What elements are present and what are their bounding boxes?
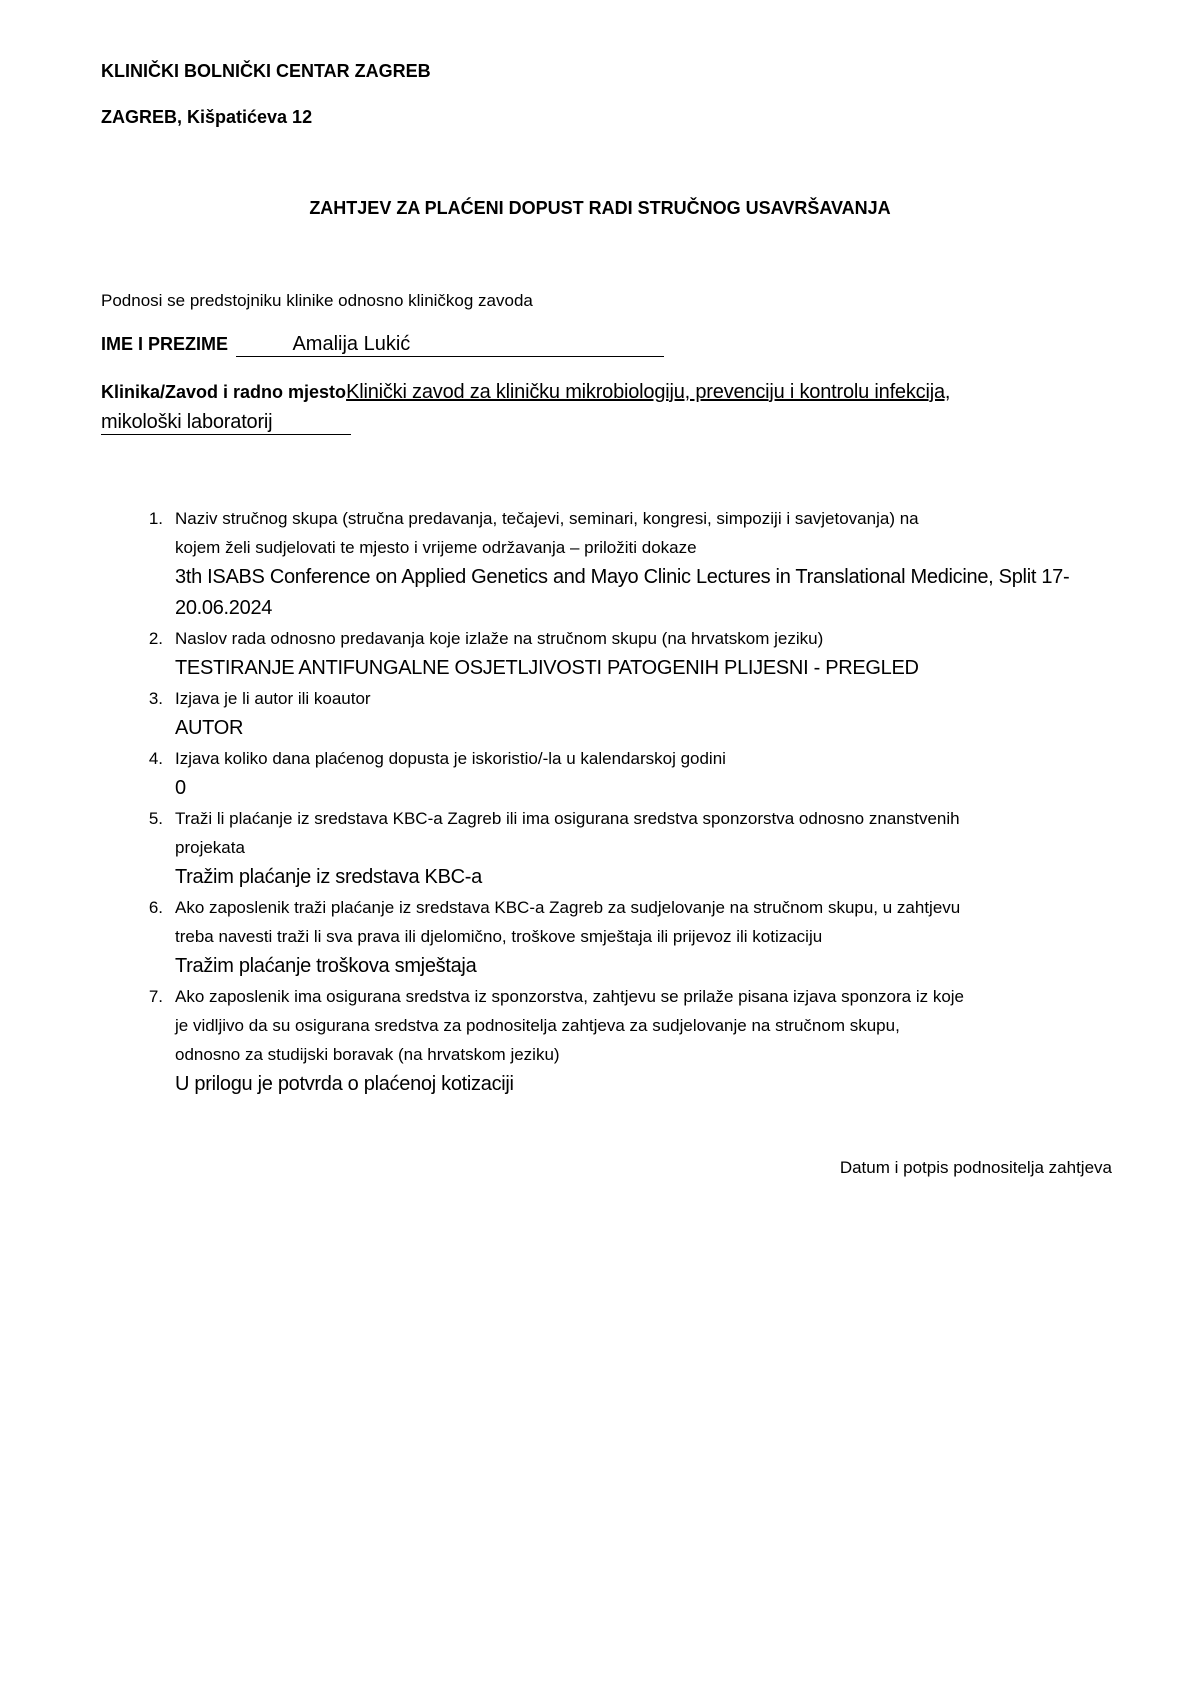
item-number: 3. bbox=[148, 689, 163, 708]
name-label: IME I PREZIME bbox=[101, 334, 229, 354]
item-question-line: Ako zaposlenik ima osigurana sredstva iz sponzorstva, zahtjevu se prilaže pisana izjava sponzora iz koje bbox=[175, 987, 965, 1006]
item-number: 5. bbox=[148, 809, 163, 828]
item-number: 1. bbox=[148, 509, 163, 528]
list-item bbox=[148, 893, 1135, 982]
list-item bbox=[148, 624, 1135, 684]
request-items-list bbox=[148, 504, 1135, 1100]
signature-label: Datum i potpis podnositelja zahtjeva bbox=[839, 1158, 1112, 1177]
item-question-line: Ako zaposlenik traži plaćanje iz sredstava KBC-a Zagreb za sudjelovanje na stručnom skupu, u zahtjevu bbox=[175, 898, 961, 917]
item-answer-line: U prilogu je potvrda o plaćenoj kotizaciji bbox=[175, 1073, 514, 1095]
document-title: ZAHTJEV ZA PLAĆENI DOPUST RADI STRUČNOG USAVRŠAVANJA bbox=[309, 198, 891, 218]
item-answer-line: Tražim plaćanje iz sredstava KBC-a bbox=[175, 866, 482, 888]
intro-text: Podnosi se predstojniku klinike odnosno kliničkog zavoda bbox=[101, 291, 533, 310]
item-question-line: odnosno za studijski boravak (na hrvatskom jeziku) bbox=[175, 1045, 560, 1064]
clinic-field bbox=[101, 381, 950, 404]
clinic-value-line2: mikološki laboratorij bbox=[101, 411, 351, 435]
name-field bbox=[101, 333, 664, 357]
item-answer-line: TESTIRANJE ANTIFUNGALNE OSJETLJIVOSTI PATOGENIH PLIJESNI - PREGLED bbox=[175, 657, 919, 679]
item-question-line: Izjava je li autor ili koautor bbox=[175, 689, 371, 708]
item-number: 7. bbox=[148, 987, 163, 1006]
name-value: Amalija Lukić bbox=[236, 333, 664, 357]
item-answer-line: Tražim plaćanje troškova smještaja bbox=[175, 955, 477, 977]
item-answer-line: AUTOR bbox=[175, 717, 244, 739]
list-item bbox=[148, 684, 1135, 744]
item-number: 4. bbox=[148, 749, 163, 768]
clinic-field-continued bbox=[101, 411, 351, 435]
item-answer-line: 3th ISABS Conference on Applied Genetics and Mayo Clinic Lectures in Translational Medicine, Split 17- bbox=[175, 566, 1070, 588]
item-question-line: Naziv stručnog skupa (stručna predavanja, tečajevi, seminari, kongresi, simpoziji i savjetovanja) na bbox=[175, 509, 919, 528]
item-question-line: kojem želi sudjelovati te mjesto i vrijeme održavanja – priložiti dokaze bbox=[175, 538, 697, 557]
clinic-value-line1: Klinički zavod za kliničku mikrobiologiju, prevenciju i kontrolu infekcija, bbox=[346, 381, 951, 403]
item-answer-line: 20.06.2024 bbox=[175, 597, 273, 619]
list-item bbox=[148, 804, 1135, 893]
list-item bbox=[148, 982, 1135, 1100]
item-question-line: treba navesti traži li sva prava ili djelomično, troškove smještaja ili prijevoz ili kotizaciju bbox=[175, 927, 823, 946]
item-number: 6. bbox=[148, 898, 163, 917]
list-item bbox=[148, 504, 1135, 624]
item-question-line: Traži li plaćanje iz sredstava KBC-a Zagreb ili ima osigurana sredstva sponzorstva odnosno znanstvenih bbox=[175, 809, 960, 828]
list-item bbox=[148, 744, 1135, 804]
item-number: 2. bbox=[148, 629, 163, 648]
item-question-line: je vidljivo da su osigurana sredstva za podnositelja zahtjeva za sudjelovanje na stručnom skupu, bbox=[175, 1016, 900, 1035]
item-question-line: Izjava koliko dana plaćenog dopusta je iskoristio/-la u kalendarskoj godini bbox=[175, 749, 726, 768]
item-question-line: projekata bbox=[175, 838, 245, 857]
institution-address: ZAGREB, Kišpatićeva 12 bbox=[101, 107, 313, 127]
institution-name: KLINIČKI BOLNIČKI CENTAR ZAGREB bbox=[101, 61, 431, 81]
clinic-label: Klinika/Zavod i radno mjesto bbox=[101, 382, 347, 402]
item-answer-line: 0 bbox=[175, 777, 186, 799]
item-question-line: Naslov rada odnosno predavanja koje izlaže na stručnom skupu (na hrvatskom jeziku) bbox=[175, 629, 824, 648]
